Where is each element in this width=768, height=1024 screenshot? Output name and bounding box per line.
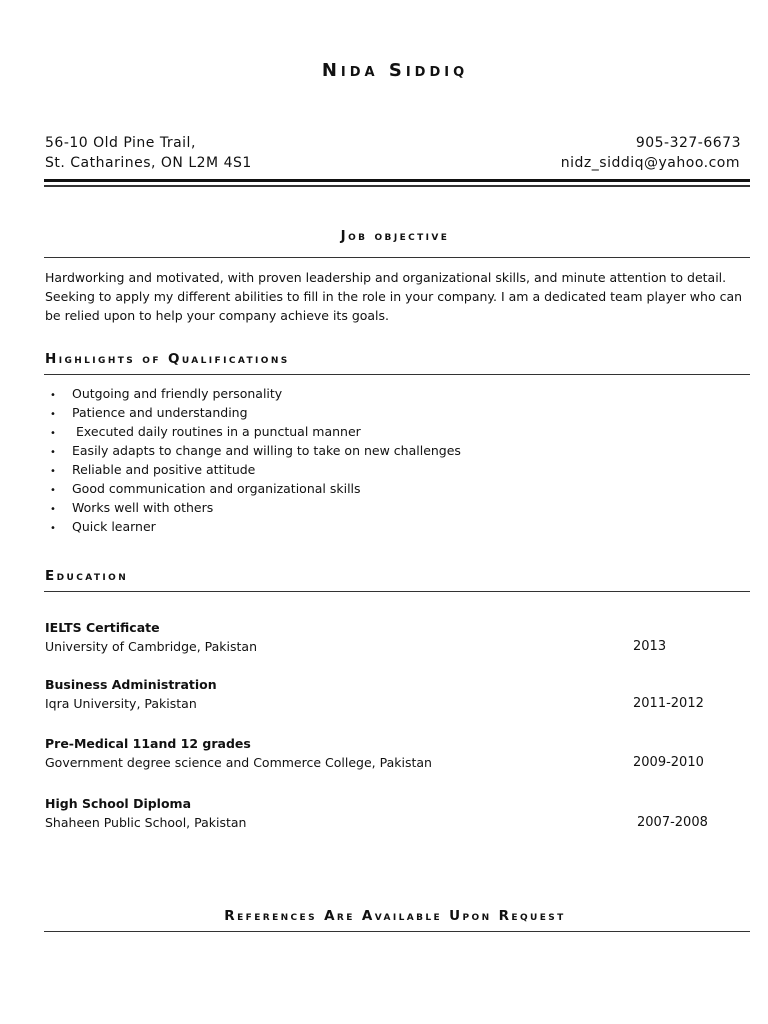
qualification-text: Works well with others bbox=[72, 500, 214, 515]
bullet-icon: • bbox=[50, 485, 56, 496]
list-item bbox=[50, 422, 461, 441]
list-item bbox=[50, 517, 461, 536]
objective-heading: Job objective bbox=[340, 228, 450, 244]
address-line-1: 56-10 Old Pine Trail, bbox=[45, 135, 196, 151]
list-item bbox=[50, 384, 461, 403]
bullet-icon: • bbox=[50, 390, 56, 401]
list-item bbox=[50, 479, 461, 498]
qualification-text: Executed daily routines in a punctual manner bbox=[72, 424, 361, 439]
bullet-icon: • bbox=[50, 466, 56, 477]
qualifications-divider bbox=[44, 374, 750, 375]
education-title: Business Administration bbox=[45, 677, 217, 692]
qualifications-heading: Highlights of Qualifications bbox=[45, 351, 290, 367]
list-item bbox=[50, 441, 461, 460]
education-year: 2011-2012 bbox=[633, 696, 704, 711]
header-divider-bottom bbox=[44, 185, 750, 187]
list-item bbox=[50, 460, 461, 479]
education-title: Pre-Medical 11and 12 grades bbox=[45, 736, 251, 751]
qualification-text: Easily adapts to change and willing to take on new challenges bbox=[72, 443, 461, 458]
qualification-text: Reliable and positive attitude bbox=[72, 462, 256, 477]
footer-divider bbox=[44, 931, 750, 932]
education-school: Shaheen Public School, Pakistan bbox=[45, 815, 247, 830]
education-school: Government degree science and Commerce College, Pakistan bbox=[45, 755, 432, 770]
address-line-2: St. Catharines, ON L2M 4S1 bbox=[45, 155, 252, 171]
education-title: IELTS Certificate bbox=[45, 620, 160, 635]
education-year: 2009-2010 bbox=[633, 755, 704, 770]
bullet-icon: • bbox=[50, 523, 56, 534]
objective-text: Hardworking and motivated, with proven leadership and organizational skills, and minute attention to detail. Seeking to apply my different abilities to fill in the role in your company. I am a dedicated team player who can be relied upon to help your company achieve its goals. bbox=[45, 270, 743, 323]
qualification-text: Good communication and organizational skills bbox=[72, 481, 361, 496]
education-year: 2007-2008 bbox=[637, 815, 708, 830]
list-item bbox=[50, 403, 461, 422]
qualification-text: Patience and understanding bbox=[72, 405, 248, 420]
email-address: nidz_siddiq@yahoo.com bbox=[560, 155, 740, 171]
objective-divider bbox=[44, 257, 750, 258]
header-divider-top bbox=[44, 179, 750, 182]
education-school: University of Cambridge, Pakistan bbox=[45, 639, 258, 654]
bullet-icon: • bbox=[50, 428, 56, 439]
list-item bbox=[50, 498, 461, 517]
qualification-text: Quick learner bbox=[72, 519, 156, 534]
bullet-icon: • bbox=[50, 447, 56, 458]
phone-number: 905-327-6673 bbox=[635, 135, 741, 151]
education-heading: Education bbox=[45, 568, 129, 584]
qualifications-list bbox=[50, 384, 461, 536]
qualification-text: Outgoing and friendly personality bbox=[72, 386, 283, 401]
education-year: 2013 bbox=[633, 639, 667, 654]
bullet-icon: • bbox=[50, 409, 56, 420]
candidate-name: Nida Siddiq bbox=[321, 60, 469, 81]
references-note: References Are Available Upon Request bbox=[224, 908, 566, 924]
education-divider bbox=[44, 591, 750, 592]
education-school: Iqra University, Pakistan bbox=[45, 696, 197, 711]
bullet-icon: • bbox=[50, 504, 56, 515]
education-title: High School Diploma bbox=[45, 796, 192, 811]
